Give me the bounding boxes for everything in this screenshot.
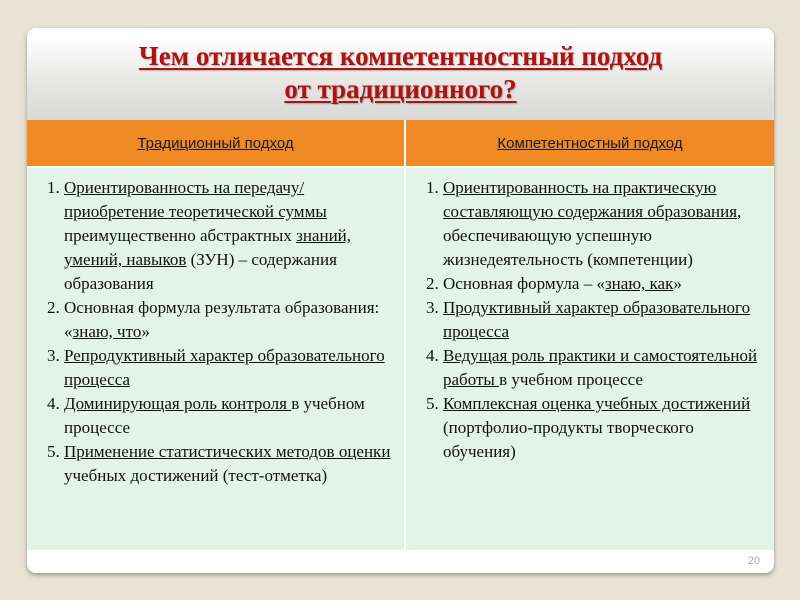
- slide: [27, 28, 774, 573]
- list-item: 5. Комплексная оценка учебных достижений (портфолио-продукты творческого обучения): [443, 392, 768, 464]
- title-line-2: от традиционного?: [284, 74, 517, 104]
- list-item: 1. Ориентированность на практическую составляющую содержания образования, обеспечивающую успешную жизнедеятельность (компетенции): [443, 176, 768, 272]
- list-item: 5. Применение статистических методов оценки учебных достижений (тест-отметка): [64, 440, 398, 488]
- header-competence: Компетентностный подход: [405, 120, 774, 167]
- table-header-row: [27, 120, 774, 167]
- list-item: 1. Ориентированность на передачу/приобретение теоретической суммы преимущественно абстрактных знаний, умений, навыков (ЗУН) – содержания образования: [64, 176, 398, 296]
- list-item: 3. Репродуктивный характер образовательного процесса: [64, 344, 398, 392]
- list-item: 3. Продуктивный характер образовательного процесса: [443, 296, 768, 344]
- list-item: 2. Основная формула – «знаю, как»: [443, 272, 768, 296]
- table-body-row: [27, 167, 774, 550]
- traditional-cell: [27, 167, 405, 550]
- competence-list: [406, 176, 768, 464]
- comparison-table: [27, 120, 774, 550]
- list-item: 2. Основная формула результата образования: «знаю, что»: [64, 296, 398, 344]
- traditional-list: [27, 176, 398, 488]
- list-item: 4. Доминирующая роль контроля в учебном процессе: [64, 392, 398, 440]
- competence-cell: [405, 167, 774, 550]
- slide-title: [27, 40, 774, 106]
- page-number: 20: [747, 555, 760, 567]
- title-line-1: Чем отличается компетентностный подход: [138, 41, 663, 71]
- list-item: 4. Ведущая роль практики и самостоятельной работы в учебном процессе: [443, 344, 768, 392]
- header-traditional: Традиционный подход: [27, 120, 405, 167]
